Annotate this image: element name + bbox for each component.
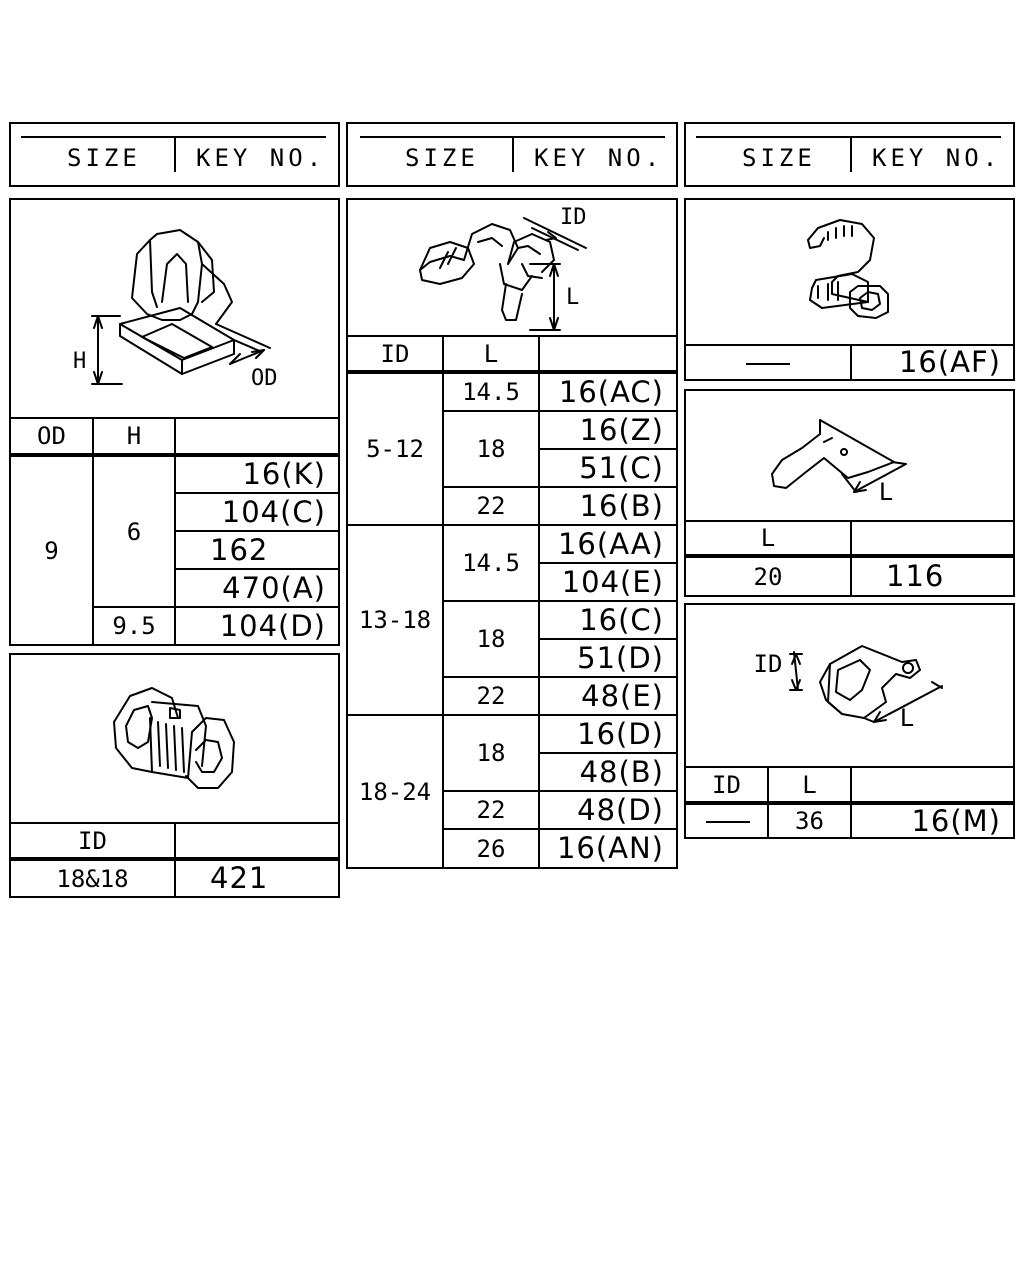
l-value: 18 [476, 435, 506, 463]
id-value: 13-18 [358, 606, 432, 634]
size-header: SIZE [742, 144, 816, 172]
l-value: 22 [476, 492, 506, 520]
key-number: 16(D) [577, 716, 664, 751]
key-number: 48(B) [579, 754, 664, 789]
header-divider [174, 138, 176, 172]
header-rule [696, 136, 1001, 138]
dim-h-label: H [73, 349, 87, 374]
key-number: 104(D) [219, 608, 326, 643]
size-header: SIZE [67, 144, 141, 172]
key-number: 16(AF) [898, 345, 1001, 379]
l-value: 22 [476, 796, 506, 824]
h-value: 6 [126, 517, 142, 546]
h-value: 9.5 [112, 612, 156, 640]
col-l-header: L [760, 524, 776, 552]
key-no-header: KEY NO. [534, 144, 664, 172]
dim-l-label: L [566, 285, 580, 310]
bracket-clip-drawing [686, 391, 1017, 521]
key-number: 16(AN) [556, 831, 664, 865]
header-divider [512, 138, 514, 172]
clip-m-panel [684, 603, 1015, 839]
key-number: 16(C) [579, 602, 664, 637]
key-number: 470(A) [222, 570, 326, 605]
l-value: 20 [753, 562, 783, 591]
id-value: 5-12 [366, 435, 424, 463]
col-id-header: ID [380, 339, 410, 368]
l-value: 14.5 [462, 378, 520, 406]
dim-id-label: ID [560, 205, 587, 230]
od-value: 9 [44, 536, 59, 565]
key-number: 16(M) [911, 803, 1001, 838]
push-clip-drawing [11, 200, 342, 418]
col-id-header: ID [712, 770, 741, 799]
header-box-2 [346, 122, 678, 187]
id-value: 18&18 [56, 864, 129, 893]
key-number: 104(E) [561, 564, 664, 599]
col-od-header: OD [37, 422, 66, 450]
col-l-header: L [802, 770, 817, 799]
l-value: 18 [476, 625, 506, 653]
key-number: 116 [886, 559, 945, 593]
header-box-1 [9, 122, 340, 187]
col-id-header: ID [78, 826, 107, 855]
key-number: 421 [210, 861, 269, 895]
key-number: 16(AC) [558, 374, 664, 409]
key-number: 51(D) [577, 640, 664, 675]
header-divider [850, 138, 852, 172]
col-h-header: H [126, 422, 142, 450]
dim-l-label: L [878, 478, 894, 506]
l-value: 22 [476, 682, 506, 710]
dim-od-label: OD [251, 366, 278, 391]
key-number: 104(C) [221, 494, 326, 529]
key-no-header: KEY NO. [196, 144, 326, 172]
clip-id-l-panel [346, 198, 678, 869]
clamp-clip-drawing [348, 200, 680, 336]
double-clip-drawing [11, 655, 342, 823]
loop-clip-drawing [686, 605, 1017, 767]
clip-od-h-panel [9, 198, 340, 646]
no-size-dash [746, 363, 790, 365]
dim-l-label: L [899, 704, 915, 732]
l-value: 36 [795, 807, 824, 835]
id-value: 18-24 [358, 777, 432, 806]
key-number: 162 [210, 532, 269, 567]
l-value: 18 [476, 739, 506, 767]
key-number: 16(Z) [579, 412, 664, 447]
clip-af-panel [684, 198, 1015, 381]
dim-id-label: ID [753, 650, 783, 678]
key-number: 48(D) [577, 792, 664, 827]
clip-double-panel [9, 653, 340, 898]
l-value: 14.5 [462, 549, 520, 577]
header-box-3 [684, 122, 1015, 187]
col-l-header: L [483, 339, 499, 368]
clip-l-panel [684, 389, 1015, 597]
no-id-dash [706, 821, 750, 823]
ratchet-clip-drawing [686, 200, 1017, 345]
l-value: 26 [476, 834, 506, 863]
key-number: 51(C) [579, 450, 664, 485]
size-header: SIZE [405, 144, 479, 172]
key-no-header: KEY NO. [872, 144, 1002, 172]
key-number: 48(E) [581, 678, 664, 713]
key-number: 16(K) [242, 457, 326, 491]
key-number: 16(AA) [557, 526, 664, 561]
key-number: 16(B) [579, 488, 664, 523]
